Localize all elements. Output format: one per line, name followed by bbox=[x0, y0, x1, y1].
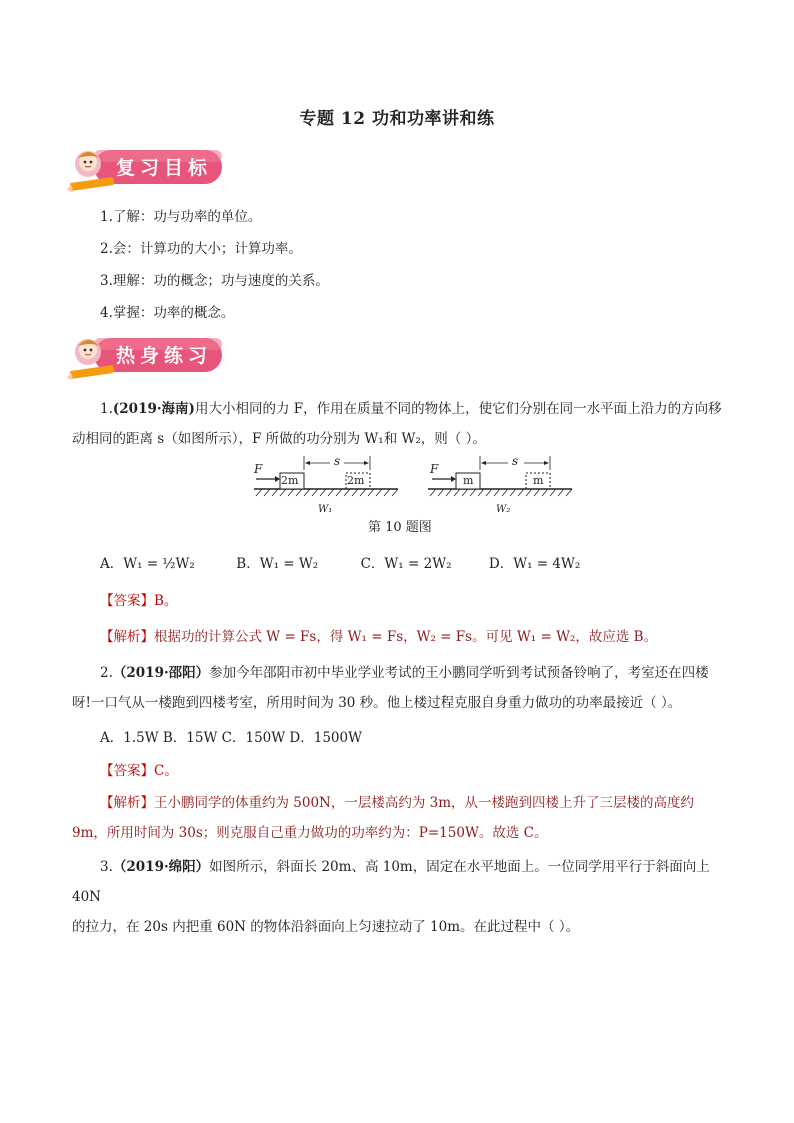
question-1 bbox=[72, 394, 732, 454]
q1-option-b: B．W₁ = W₂ bbox=[236, 556, 319, 572]
q3-text-line1: 如图所示，斜面长 20m、高 10m，固定在水平地面上。一位同学用平行于斜面向上 40N bbox=[72, 859, 710, 905]
warmup-banner bbox=[66, 332, 226, 380]
q2-analysis-line1: 王小鹏同学的体重约为 500N，一层楼高约为 3m，从一楼跑到四楼上升了三层楼的高度约 bbox=[154, 795, 695, 811]
q1-number: 1. bbox=[100, 401, 113, 417]
q1-text-line2: 动相同的距离 s（如图所示），F 所做的功分别为 W₁和 W₂，则（ ）。 bbox=[72, 431, 486, 447]
q1-fig-right-force: F bbox=[430, 462, 439, 476]
q1-fig-left-block: 2m bbox=[281, 474, 299, 487]
q2-analysis-label: 【解析】 bbox=[100, 795, 154, 811]
q1-option-d: D．W₁ = 4W₂ bbox=[488, 556, 581, 572]
q1-fig-caption: 第 10 题图 bbox=[368, 520, 432, 535]
review-objectives-banner bbox=[66, 144, 226, 192]
question-3 bbox=[72, 852, 732, 942]
q2-answer bbox=[100, 762, 178, 780]
q1-option-c: C．W₁ = 2W₂ bbox=[360, 556, 452, 572]
q3-text-line2: 的拉力，在 20s 内把重 60N 的物体沿斜面向上匀速拉动了 10m。在此过程中（ ）。 bbox=[72, 919, 580, 935]
q1-answer-value: B。 bbox=[154, 593, 178, 609]
q1-fig-right-distance: s bbox=[512, 454, 519, 468]
page-title: 专题 12 功和功率讲和练 bbox=[299, 109, 495, 129]
q1-options bbox=[100, 552, 609, 572]
q2-source: （2019·邵阳） bbox=[112, 665, 210, 681]
q1-analysis-label: 【解析】 bbox=[100, 629, 154, 645]
q1-fig-left-work: W₁ bbox=[318, 504, 333, 515]
q2-answer-label: 【答案】 bbox=[100, 763, 154, 779]
q3-number: 3. bbox=[100, 859, 113, 875]
warmup-label: 热身练习 bbox=[116, 345, 213, 367]
q2-number: 2. bbox=[100, 665, 113, 681]
q1-answer bbox=[100, 592, 177, 610]
q2-analysis bbox=[72, 788, 732, 848]
objective-4: 4.掌握：功率的概念。 bbox=[100, 305, 235, 321]
q1-option-a: A．W₁ = ½W₂ bbox=[100, 556, 195, 572]
q1-figure bbox=[250, 456, 590, 536]
q1-fig-left-distance: s bbox=[334, 454, 341, 468]
objective-1: 1.了解：功与功率的单位。 bbox=[100, 209, 262, 225]
q1-fig-right-block-moved: m bbox=[533, 474, 544, 487]
q2-text-line1: 参加今年邵阳市初中毕业学业考试的王小鹏同学听到考试预备铃响了，考室还在四楼 bbox=[209, 665, 709, 681]
q1-fig-left-block-moved: 2m bbox=[347, 474, 365, 487]
question-2 bbox=[72, 658, 732, 718]
q3-source: （2019·绵阳） bbox=[112, 859, 210, 875]
q1-answer-label: 【答案】 bbox=[100, 593, 154, 609]
q1-fig-right-block: m bbox=[463, 474, 474, 487]
q1-analysis bbox=[100, 628, 657, 646]
q2-answer-value: C。 bbox=[154, 763, 178, 779]
q2-text-line2: 呀!一口气从一楼跑到四楼考室，所用时间为 30 秒。他上楼过程克服自身重力做功的功率最接近（ ）。 bbox=[72, 695, 682, 711]
q1-text-line1: 用大小相同的力 F，作用在质量不同的物体上，使它们分别在同一水平面上沿力的方向移 bbox=[194, 401, 722, 417]
q1-fig-left-force: F bbox=[254, 462, 263, 476]
q2-options: A．1.5W B．15W C．150W D．1500W bbox=[100, 730, 362, 746]
q1-source: (2019·海南) bbox=[112, 401, 195, 417]
objective-3: 3.理解：功的概念；功与速度的关系。 bbox=[100, 273, 329, 289]
objective-2: 2.会：计算功的大小；计算功率。 bbox=[100, 241, 302, 257]
q2-analysis-line2: 9m，所用时间为 30s；则克服自己重力做功的功率约为：P=150W。故选 C。 bbox=[72, 825, 548, 841]
q1-fig-right-work: W₂ bbox=[496, 504, 511, 515]
q1-analysis-text: 根据功的计算公式 W = Fs，得 W₁ = Fs，W₂ = Fs。可见 W₁ = W₂，故应选 B。 bbox=[154, 629, 658, 645]
review-objectives-label: 复习目标 bbox=[116, 157, 213, 179]
